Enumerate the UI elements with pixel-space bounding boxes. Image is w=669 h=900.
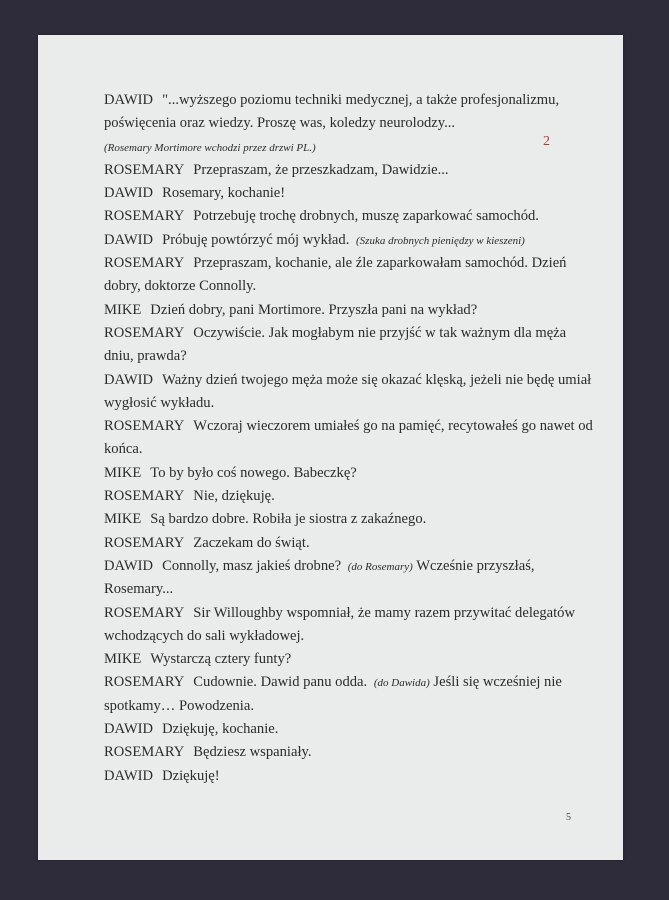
- speaker-name: ROSEMARY: [104, 674, 185, 691]
- stage-direction-line: [104, 136, 574, 159]
- dialogue-line: [104, 252, 574, 275]
- speaker-name: MIKE: [104, 301, 142, 318]
- speaker-name: ROSEMARY: [104, 324, 185, 341]
- dialogue-line: [104, 532, 574, 555]
- speaker-name: DAWID: [104, 185, 154, 202]
- speaker-name: DAWID: [104, 557, 154, 574]
- margin-number: 2: [543, 134, 550, 149]
- line-text: Dziękuję, kochanie.: [162, 721, 279, 738]
- page-number: 5: [566, 812, 571, 823]
- speaker-name: ROSEMARY: [104, 255, 185, 272]
- line-text: Oczywiście. Jak mogłabym nie przyjść w tak ważnym dla męża: [193, 324, 567, 341]
- dialogue-line: [104, 765, 574, 788]
- dialogue-line: [104, 369, 592, 392]
- continuation-line: [104, 625, 574, 648]
- stage-direction: (Szuka drobnych pieniędzy w kieszeni): [356, 234, 525, 247]
- script-page: [38, 35, 623, 860]
- line-text: "...wyższego poziomu techniki medycznej, a także profesjonalizmu,: [162, 92, 560, 108]
- dialogue-line: [104, 299, 574, 322]
- dialogue-line: [104, 159, 574, 182]
- dialogue-line: [104, 741, 574, 764]
- line-text: To by było coś nowego. Babeczkę?: [150, 464, 357, 481]
- speaker-name: ROSEMARY: [104, 161, 185, 178]
- speaker-name: MIKE: [104, 651, 142, 668]
- speaker-name: ROSEMARY: [104, 418, 185, 435]
- dialogue-line: [104, 229, 574, 252]
- dialogue-block: [104, 89, 593, 788]
- line-text: Wcześnie przyszłaś,: [416, 557, 535, 574]
- dialogue-line: [104, 205, 574, 228]
- continuation-line: [104, 438, 574, 461]
- speaker-name: DAWID: [104, 371, 154, 388]
- line-text: Rosemary...: [104, 581, 174, 598]
- line-text: poświęcenia oraz wiedzy. Proszę was, koledzy neurolodzy...: [104, 115, 456, 132]
- continuation-line: [104, 695, 574, 718]
- dialogue-line: [104, 602, 574, 625]
- line-text: Są bardzo dobre. Robiła je siostra z zakaźnego.: [150, 511, 427, 528]
- dialogue-line: [104, 322, 574, 345]
- line-text: Przepraszam, kochanie, ale źle zaparkowałam samochód. Dzień: [193, 255, 567, 272]
- continuation-line: [104, 275, 574, 298]
- speaker-name: ROSEMARY: [104, 604, 185, 621]
- line-text: Dzień dobry, pani Mortimore. Przyszła pani na wykład?: [150, 301, 478, 318]
- dialogue-line: [104, 648, 574, 671]
- line-text: Sir Willoughby wspomniał, że mamy razem przywitać delegatów: [193, 604, 576, 621]
- dialogue-line: [104, 182, 574, 205]
- line-text: dobry, doktorze Connolly.: [104, 278, 257, 295]
- continuation-line: [104, 345, 574, 368]
- dialogue-line: [104, 462, 574, 485]
- dialogue-line: [104, 89, 574, 112]
- line-text: spotkamy… Powodzenia.: [104, 697, 254, 714]
- speaker-name: DAWID: [104, 721, 154, 738]
- dialogue-line: [104, 508, 574, 531]
- line-text: wygłosić wykładu.: [104, 394, 215, 411]
- line-text: Nie, dziękuję.: [193, 488, 275, 505]
- speaker-name: MIKE: [104, 511, 142, 528]
- dialogue-line: [104, 415, 593, 438]
- speaker-name: ROSEMARY: [104, 208, 185, 225]
- line-text: Przepraszam, że przeszkadzam, Dawidzie...: [193, 161, 449, 178]
- line-text: Będziesz wspaniały.: [193, 744, 312, 761]
- dialogue-line: [104, 485, 574, 508]
- speaker-name: DAWID: [104, 767, 154, 784]
- continuation-line: [104, 578, 574, 601]
- stage-direction: (Rosemary Mortimore wchodzi przez drzwi PL.): [104, 141, 316, 154]
- dialogue-line: [104, 555, 574, 578]
- speaker-name: ROSEMARY: [104, 744, 185, 761]
- line-text: Zaczekam do świąt.: [193, 534, 310, 551]
- line-text: Próbuję powtórzyć mój wykład.: [162, 231, 350, 248]
- line-text: Wystarczą cztery funty?: [150, 651, 292, 668]
- speaker-name: DAWID: [104, 92, 154, 108]
- line-text: Cudownie. Dawid panu odda.: [193, 674, 368, 691]
- continuation-line: [104, 112, 574, 135]
- speaker-name: ROSEMARY: [104, 534, 185, 551]
- line-text: końca.: [104, 441, 143, 458]
- continuation-line: [104, 392, 574, 415]
- dialogue-line: [104, 671, 574, 694]
- line-text: Connolly, masz jakieś drobne?: [162, 557, 342, 574]
- line-text: dniu, prawda?: [104, 348, 187, 365]
- speaker-name: ROSEMARY: [104, 488, 185, 505]
- dialogue-line: [104, 718, 574, 741]
- line-text: Dziękuję!: [162, 767, 220, 784]
- line-text: Potrzebuję trochę drobnych, muszę zaparkować samochód.: [193, 208, 539, 225]
- line-text: Wczoraj wieczorem umiałeś go na pamięć, recytowałeś go nawet od: [193, 418, 593, 435]
- stage-direction: (do Dawida): [373, 677, 430, 690]
- stage-direction: (do Rosemary): [347, 560, 413, 573]
- speaker-name: MIKE: [104, 464, 142, 481]
- line-text: Ważny dzień twojego męża może się okazać klęską, jeżeli nie będę umiał: [162, 371, 592, 388]
- line-text: Rosemary, kochanie!: [162, 185, 286, 202]
- line-text: Jeśli się wcześniej nie: [433, 674, 562, 691]
- line-text: wchodzących do sali wykładowej.: [104, 627, 305, 644]
- speaker-name: DAWID: [104, 231, 154, 248]
